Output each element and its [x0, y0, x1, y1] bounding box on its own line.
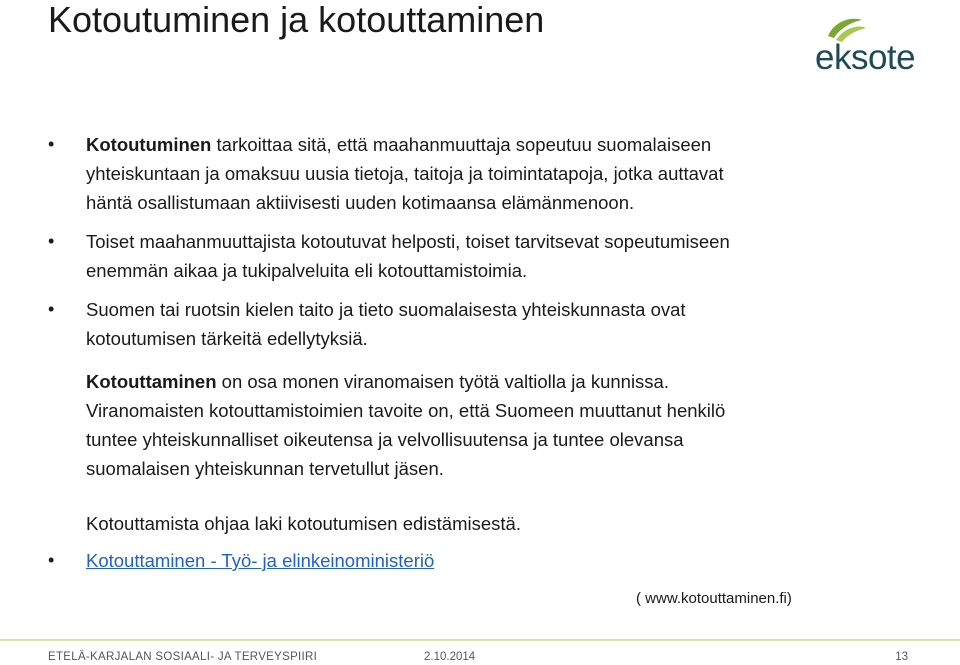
- bullet-text-line: Suomen tai ruotsin kielen taito ja tieto suomalaisesta yhteiskunnasta ovat: [86, 299, 686, 320]
- page-number: 13: [895, 651, 908, 663]
- bullet-item-kielitaito: [48, 295, 926, 353]
- paragraph-kotouttaminen: [86, 367, 926, 483]
- law-text: [86, 509, 926, 538]
- source-text: ( www.kotouttaminen.fi): [636, 590, 792, 607]
- bullet-text-line: tarkoittaa sitä, että maahanmuuttaja sopeutuu suomalaiseen: [211, 134, 712, 155]
- bullet-icon: •: [48, 299, 55, 319]
- footer-organization: ETELÄ-KARJALAN SOSIAALI- JA TERVEYSPIIRI: [48, 651, 318, 663]
- bullet-text-line: yhteiskuntaan ja omaksuu uusia tietoja, taitoja ja toimintatapoja, jotka auttavat: [86, 163, 724, 184]
- paragraph-text-line: Viranomaisten kotouttamistoimien tavoite on, että Suomeen muuttanut henkilö: [86, 400, 726, 421]
- paragraph-text-line: on osa monen viranomaisen työtä valtiolla ja kunnissa.: [216, 371, 669, 392]
- term-kotouttaminen: Kotouttaminen: [86, 371, 217, 392]
- paragraph-text-line: suomalaisen yhteiskunnan tervetullut jäsen.: [86, 458, 444, 479]
- logo-text: eksote: [815, 38, 916, 77]
- law-line: Kotouttamista ohjaa laki kotoutumisen edistämisestä.: [86, 513, 521, 534]
- bullet-item-kotoutuminen: [48, 130, 926, 217]
- bullet-text-line: häntä osallistumaan aktiivisesti uuden kotimaansa elämänmenoon.: [86, 192, 635, 213]
- bullet-icon: •: [48, 134, 55, 154]
- bullet-item-link: [48, 546, 926, 575]
- paragraph-text-line: tuntee yhteiskunnalliset oikeutensa ja velvollisuutensa ja tuntee olevansa: [86, 429, 684, 450]
- bullet-text-line: kotoutumisen tärkeitä edellytyksiä.: [86, 328, 368, 349]
- eksote-logo: [812, 10, 924, 76]
- bullet-text-line: Toiset maahanmuuttajista kotoutuvat helposti, toiset tarvitsevat sopeutumiseen: [86, 231, 730, 252]
- slide-title: Kotoutuminen ja kotouttaminen: [48, 0, 545, 40]
- bullet-icon: •: [48, 550, 55, 570]
- bullet-icon: •: [48, 231, 55, 251]
- footer-date: 2.10.2014: [424, 651, 476, 663]
- footer-divider: [0, 639, 960, 641]
- bullet-item-toiset: [48, 227, 926, 285]
- slide-content: [48, 130, 926, 575]
- bullet-text-line: enemmän aikaa ja tukipalveluita eli kotouttamistoimia.: [86, 260, 528, 281]
- term-kotoutuminen: Kotoutuminen: [86, 134, 212, 155]
- tem-link[interactable]: Kotouttaminen - Työ- ja elinkeinoministeriö: [86, 550, 435, 571]
